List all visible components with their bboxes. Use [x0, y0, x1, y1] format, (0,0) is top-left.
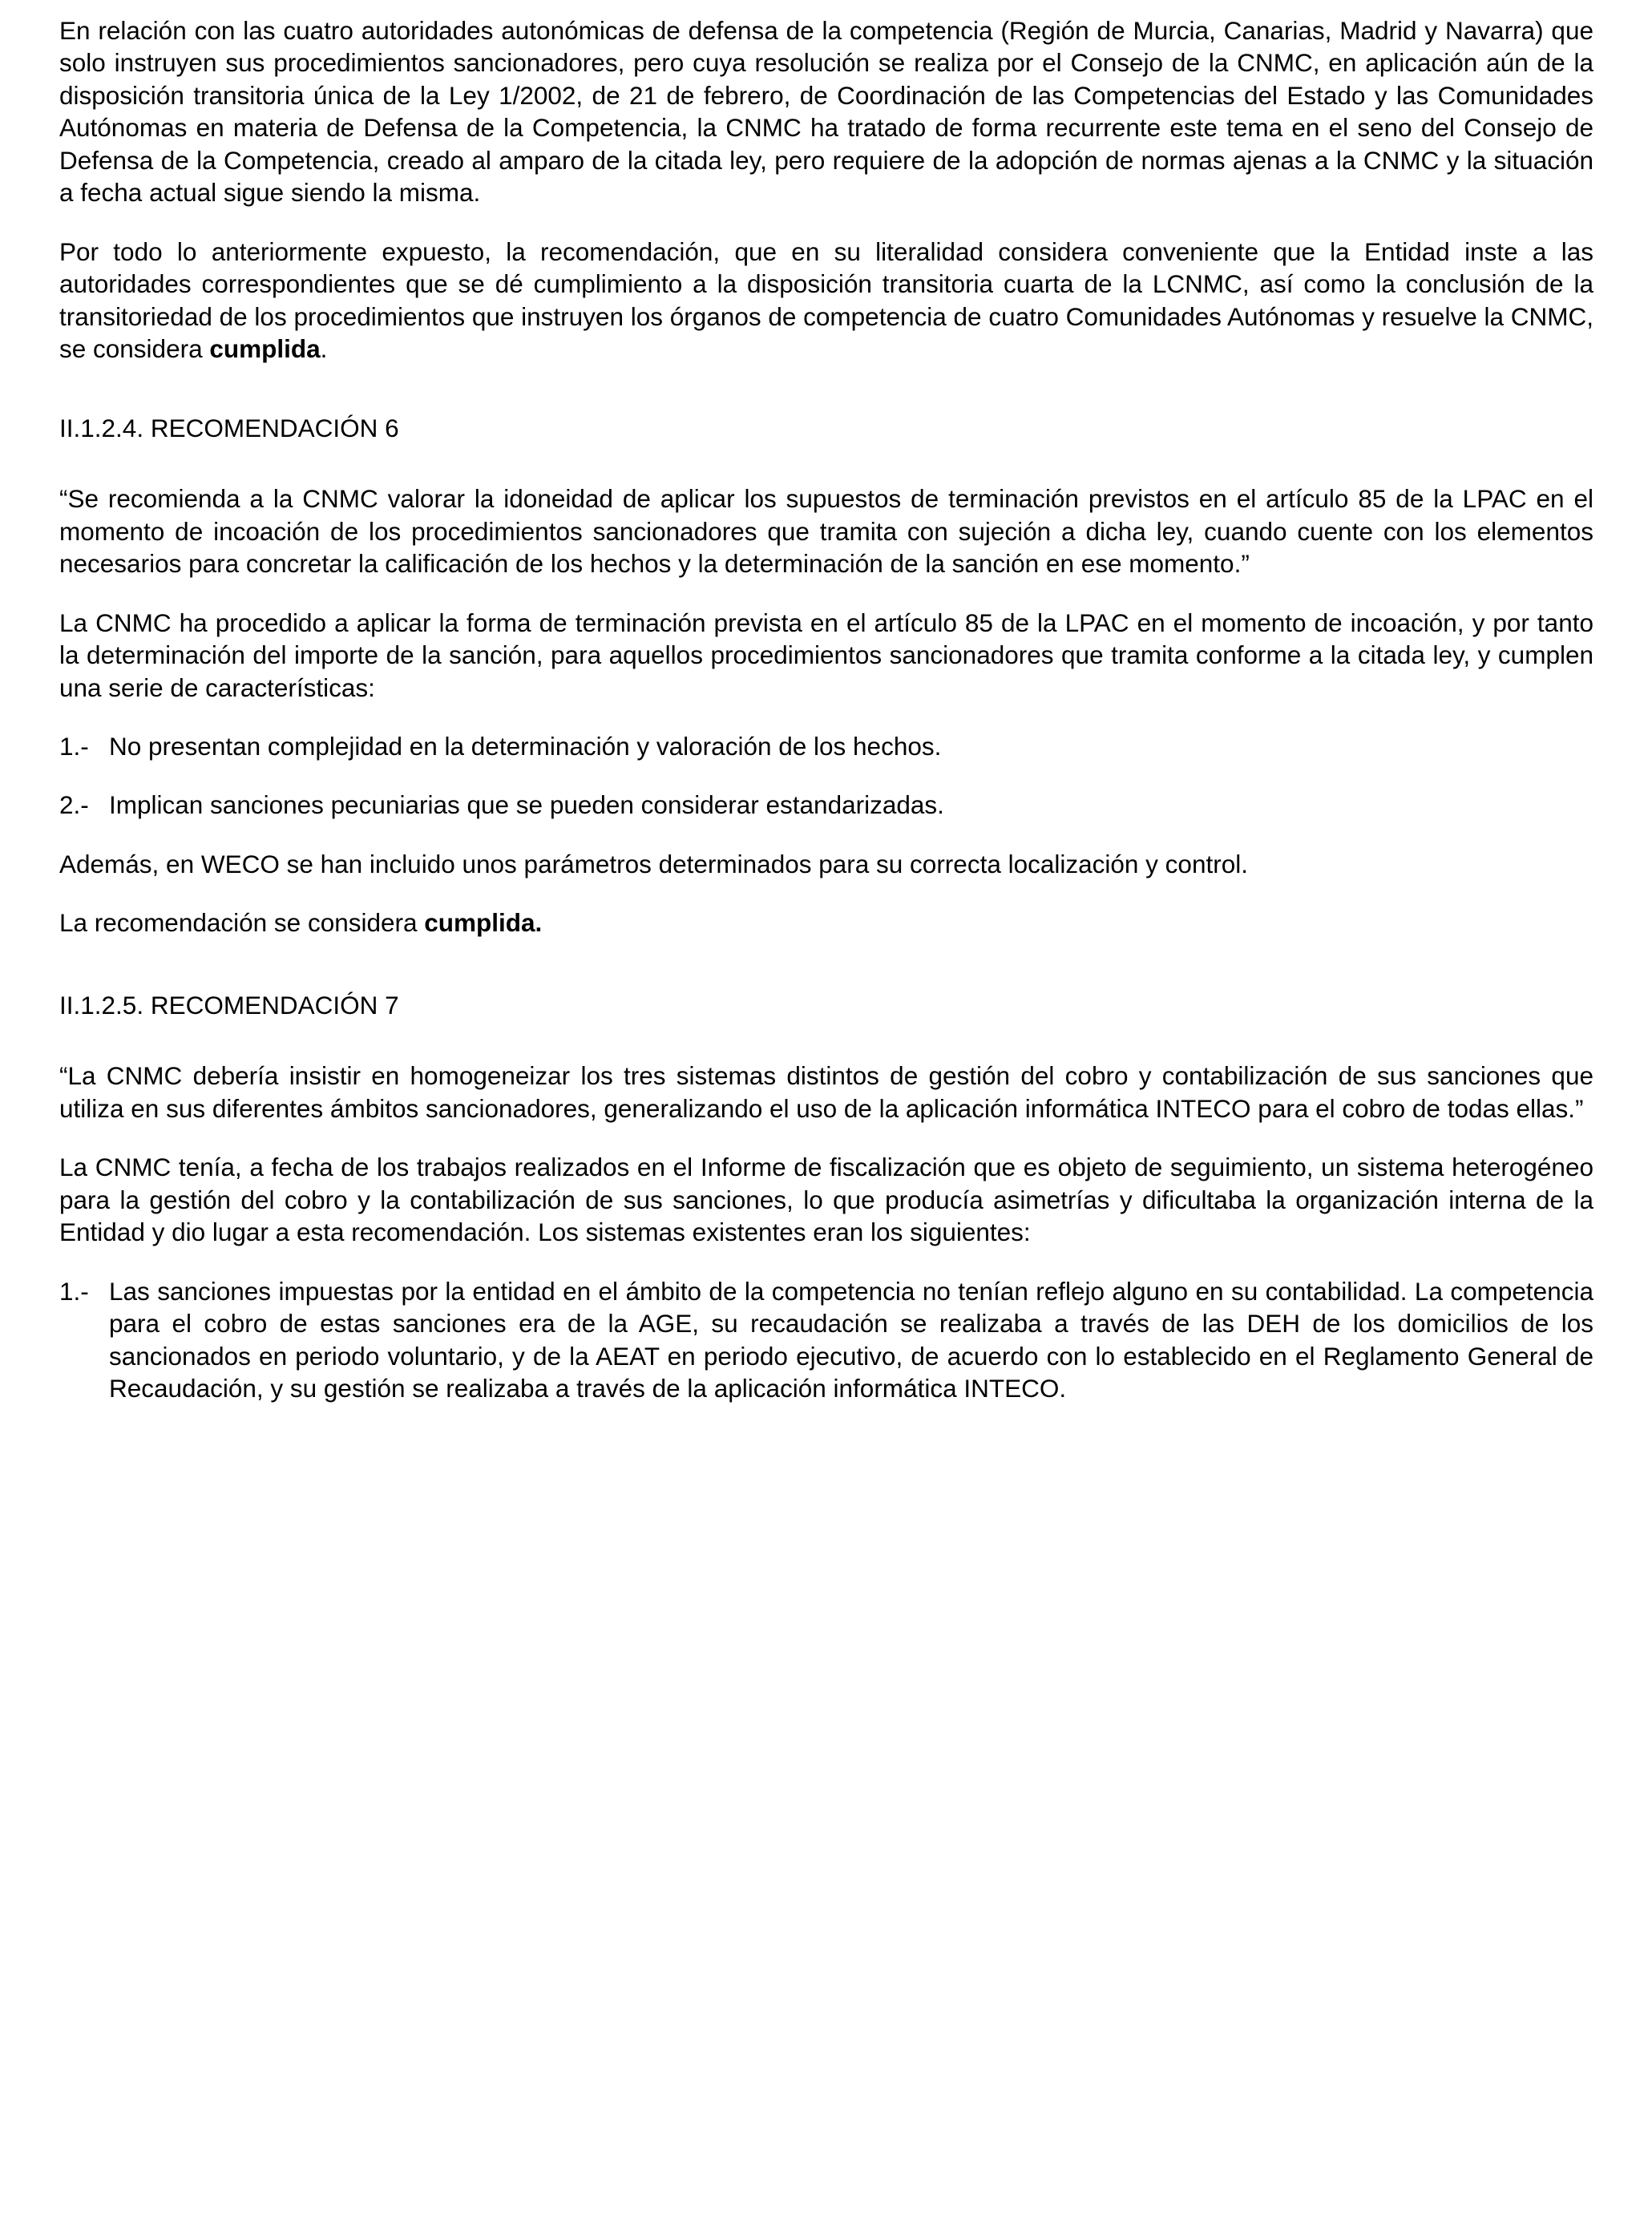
paragraph-text-run: Por todo lo anteriormente expuesto, la recomendación, que en su literalidad considera conveniente que la Entidad inste a las autoridades correspondientes que se dé cumplimiento a la disposición transitoria cuarta de la LCNMC, así como la conclusión de la transitoriedad de los procedimientos que instruyen los órganos de competencia de cuatro Comunidades Autónomas y resuelve la CNMC, se considera — [59, 236, 1593, 364]
paragraph-cita-recomendacion-7: “La CNMC debería insistir en homogeneizar los tres sistemas distintos de gestión del cobro y contabilización de sus sanciones que utiliza en sus diferentes ámbitos sancionadores, generalizando el uso de la aplicación informática INTECO para el cobro de todas ellas.” — [59, 1061, 1593, 1123]
list-item-marker: 1.- — [59, 731, 89, 761]
list-item — [59, 789, 1593, 821]
list-sistemas-existentes — [59, 1275, 1593, 1405]
emphasis-cumplida: cumplida. — [424, 908, 543, 938]
list-item-label: Las sanciones impuestas por la entidad en el ámbito de la competencia no tenían reflejo alguno en su contabilidad. La competencia para el cobro de estas sanciones era de la AGE, su recaudación se realizaba a través de las DEH de los domicilios de los sancionados en periodo voluntario, y de la AEAT en periodo ejecutivo, de acuerdo con lo establecido en el Reglamento General de Recaudación, y su gestión se realizaba a través de la aplicación informática INTECO. — [109, 1276, 1593, 1403]
list-item-label: Implican sanciones pecuniarias que se pueden considerar estandarizadas. — [109, 790, 944, 820]
paragraph-text-run: . — [320, 334, 328, 364]
heading-recomendacion-7: II.1.2.5. RECOMENDACIÓN 7 — [59, 990, 399, 1020]
paragraph-sistema-heterogeneo: La CNMC tenía, a fecha de los trabajos realizados en el Informe de fiscalización que es objeto de seguimiento, un sistema heterogéneo para la gestión del cobro y la contabilización de sus sanciones, lo que producía asimetrías y dificultaba la organización interna de la Entidad y dio lugar a esta recomendación. Los sistemas existentes eran los siguientes: — [59, 1153, 1593, 1247]
list-item-marker: 1.- — [59, 1276, 89, 1306]
heading-block-recomendacion-6 — [59, 412, 1593, 444]
paragraph-recomendacion-cumplida-5 — [59, 236, 1593, 365]
emphasis-cumplida: cumplida — [209, 334, 321, 364]
paragraph-autoridades-autonomicas: En relación con las cuatro autoridades autonómicas de defensa de la competencia (Región de Murcia, Canarias, Madrid y Navarra) que solo instruyen sus procedimientos sancionadores, pero cuya resolución se realiza por el Consejo de la CNMC, en aplicación aún de la disposición transitoria única de la Ley 1/2002, de 21 de febrero, de Coordinación de las Competencias del Estado y las Comunidades Autónomas en materia de Defensa de la Competencia, la CNMC ha tratado de forma recurrente este tema en el seno del Consejo de Defensa de la Competencia, creado al amparo de la citada ley, pero requiere de la adopción de normas ajenas a la CNMC y la situación a fecha actual sigue siendo la misma. — [59, 16, 1593, 208]
paragraph-recomendacion-cumplida-6 — [59, 907, 1593, 939]
list-item-marker: 2.- — [59, 790, 89, 820]
heading-recomendacion-6: II.1.2.4. RECOMENDACIÓN 6 — [59, 413, 399, 442]
paragraph-weco-parametros: Además, en WECO se han incluido unos parámetros determinados para su correcta localización y control. — [59, 849, 1248, 878]
document-body — [59, 14, 1593, 1405]
paragraph-aplicacion-articulo-85: La CNMC ha procedido a aplicar la forma de terminación prevista en el artículo 85 de la LPAC en el momento de incoación, y por tanto la determinación del importe de la sanción, para aquellos procedimientos sancionadores que tramita conforme a la citada ley, y cumplen una serie de características: — [59, 608, 1593, 702]
list-item — [59, 1275, 1593, 1405]
paragraph-cita-recomendacion-6: “Se recomienda a la CNMC valorar la idoneidad de aplicar los supuestos de terminación previstos en el artículo 85 de la LPAC en el momento de incoación de los procedimientos sancionadores que tramita con sujeción a dicha ley, cuando cuente con los elementos necesarios para concretar la calificación de los hechos y la determinación de la sanción en ese momento.” — [59, 484, 1593, 579]
list-item-label: No presentan complejidad en la determinación y valoración de los hechos. — [109, 731, 942, 761]
list-caracteristicas — [59, 730, 1593, 822]
heading-block-recomendacion-7 — [59, 989, 1593, 1021]
paragraph-text-run: La recomendación se considera — [59, 908, 425, 938]
list-item — [59, 730, 1593, 762]
